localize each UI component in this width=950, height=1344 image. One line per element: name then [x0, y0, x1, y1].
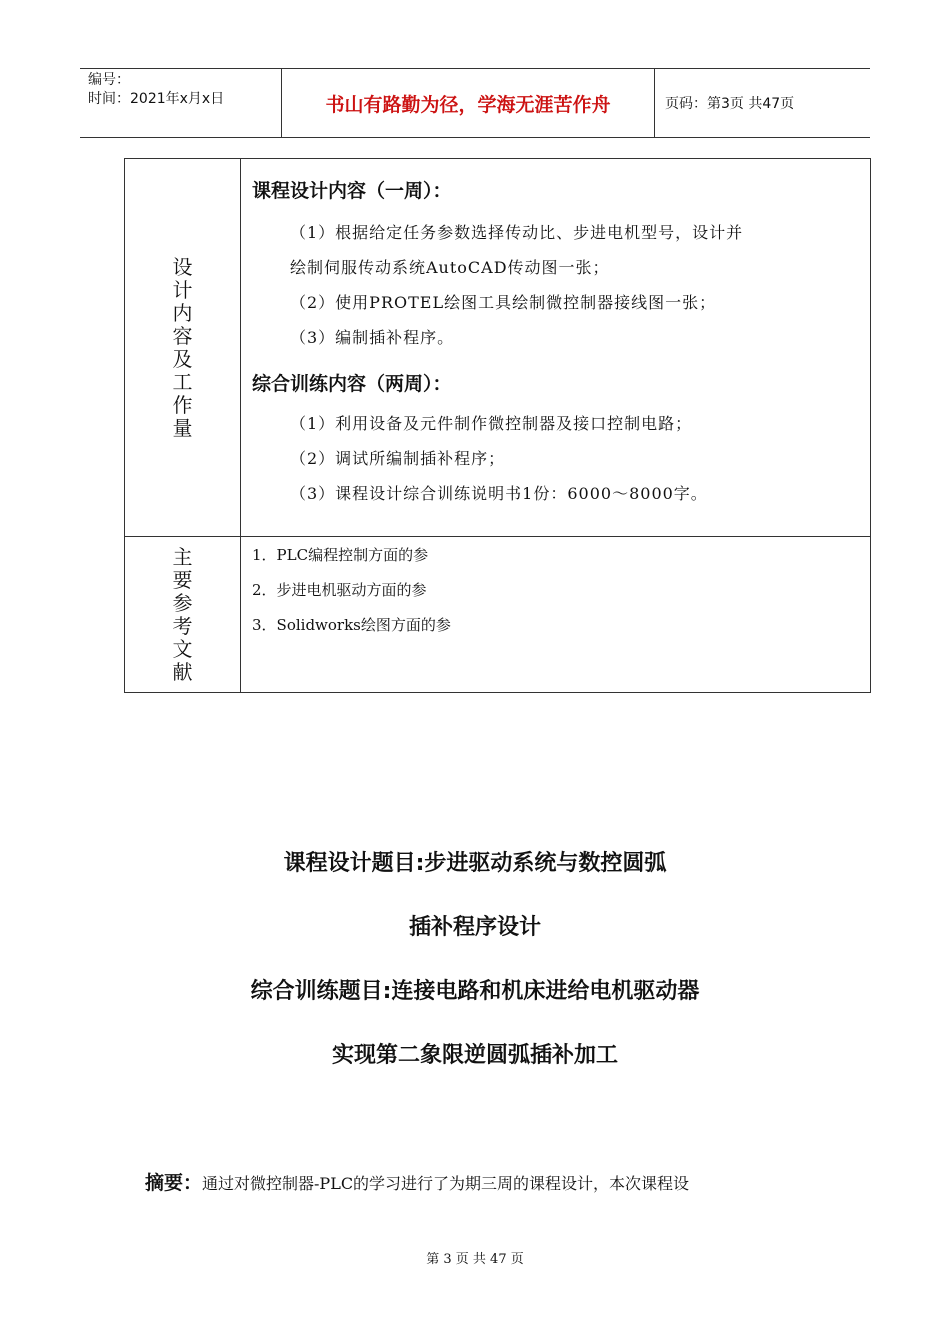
design-row	[125, 159, 871, 537]
time-label: 时间：2021年x月x日	[88, 91, 225, 107]
reference-item: 3．Solidworks绘图方面的参	[252, 616, 451, 634]
course-design-title: 课程设计题目:步进驱动系统与数控圆弧	[283, 851, 667, 876]
course-item: 绘制伺服传动系统AutoCAD传动图一张；	[290, 258, 610, 277]
training-title-heading: 综合训练题目:连接电路和机床进给电机驱动器	[250, 979, 700, 1004]
reference-item: 1．PLC编程控制方面的参	[252, 546, 429, 564]
header-page-label: 页码：第3页 共47页	[665, 96, 795, 112]
page-footer: 第 3 页 共 47 页	[426, 1252, 524, 1267]
training-title: 综合训练内容（两周）：	[252, 373, 452, 395]
abstract-text: 通过对微控制器-PLC的学习进行了为期三周的课程设计，本次课程设	[202, 1174, 690, 1193]
course-title: 课程设计内容（一周）：	[252, 180, 452, 202]
course-item: （1）根据给定任务参数选择传动比、步进电机型号，设计并	[290, 223, 744, 242]
ref-side-label: 主要参考文献	[172, 544, 193, 684]
design-table	[124, 158, 871, 693]
course-item: （3）编制插补程序。	[290, 328, 455, 347]
reference-row	[125, 537, 871, 693]
course-design-title-cont: 插补程序设计	[408, 915, 541, 940]
header-motto: 书山有路勤为径，学海无涯苦作舟	[282, 69, 655, 137]
training-item: （3）课程设计综合训练说明书1份：6000～8000字。	[290, 484, 708, 503]
course-item: （2）使用PROTEL绘图工具绘制微控制器接线图一张；	[290, 293, 717, 312]
page-header	[80, 68, 870, 138]
training-title-heading-cont: 实现第二象限逆圆弧插补加工	[331, 1043, 618, 1068]
design-side-label: 设计内容及工作量	[172, 254, 193, 440]
reference-item: 2．步进电机驱动方面的参	[252, 581, 427, 599]
ref-side-cell	[125, 537, 241, 693]
header-meta	[80, 69, 282, 137]
training-item: （1）利用设备及元件制作微控制器及接口控制电路；	[290, 414, 693, 433]
abstract	[145, 1168, 689, 1195]
training-item: （2）调试所编制插补程序；	[290, 449, 506, 468]
abstract-label: 摘要：	[145, 1172, 203, 1194]
ref-content-cell	[241, 537, 871, 693]
design-side-cell	[125, 159, 241, 537]
design-content-cell	[241, 159, 871, 537]
number-label: 编号：	[88, 72, 130, 88]
